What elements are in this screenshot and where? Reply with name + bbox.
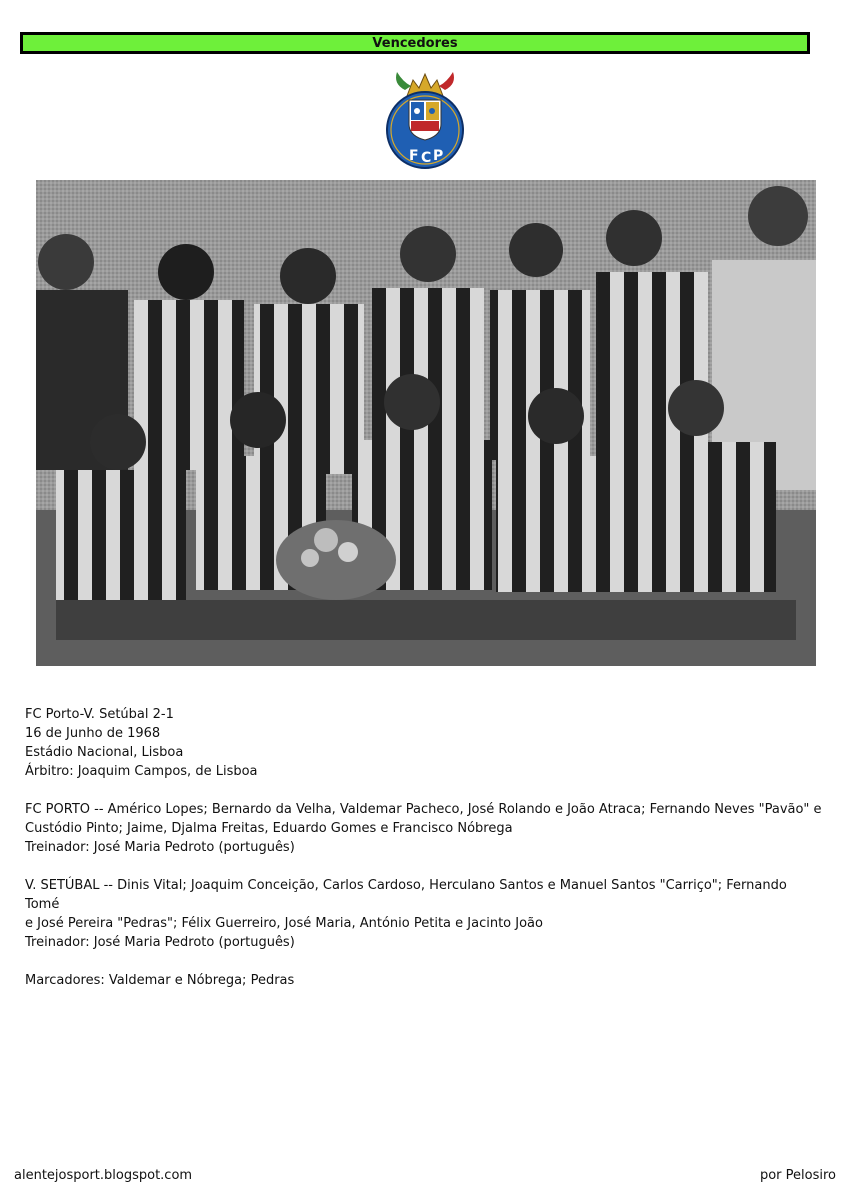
- setubal-coach: Treinador: José Maria Pedroto (português): [25, 935, 295, 950]
- match-result: FC Porto-V. Setúbal 2-1: [25, 707, 174, 722]
- crest-letter-f: F: [409, 148, 419, 164]
- footer-author: por Pelosiro: [759, 1168, 836, 1183]
- footer-site: alentejosport.blogspot.com: [14, 1168, 193, 1183]
- porto-lineup-line2: Custódio Pinto; Jaime, Djalma Freitas, Eduardo Gomes e Francisco Nóbrega: [25, 821, 513, 836]
- match-info: [25, 705, 825, 990]
- setubal-lineup-line1: V. SETÚBAL -- Dinis Vital; Joaquim Conceição, Carlos Cardoso, Herculano Santos e Manuel Santos "Carriço"; Fernando Tomé: [25, 878, 787, 912]
- porto-coach: Treinador: José Maria Pedroto (português): [25, 840, 295, 855]
- porto-lineup-line1: FC PORTO -- Américo Lopes; Bernardo da Velha, Valdemar Pacheco, José Rolando e João Atraca; Fernando Neves "Pavão" e: [25, 802, 822, 817]
- title-banner: [20, 32, 810, 54]
- crest-letter-c: C: [421, 150, 432, 166]
- setubal-lineup-line2: e José Pereira "Pedras"; Félix Guerreiro, José Maria, António Petita e Jacinto João: [25, 916, 543, 931]
- match-referee: Árbitro: Joaquim Campos, de Lisboa: [25, 764, 258, 779]
- match-venue: Estádio Nacional, Lisboa: [25, 745, 184, 760]
- scorers: Marcadores: Valdemar e Nóbrega; Pedras: [25, 973, 295, 988]
- fc-porto-crest-icon: [383, 66, 467, 170]
- banner-title: Vencedores: [372, 35, 458, 51]
- team-photo-image: [36, 180, 816, 666]
- match-date: 16 de Junho de 1968: [25, 726, 161, 741]
- crest-letter-p: P: [433, 148, 444, 164]
